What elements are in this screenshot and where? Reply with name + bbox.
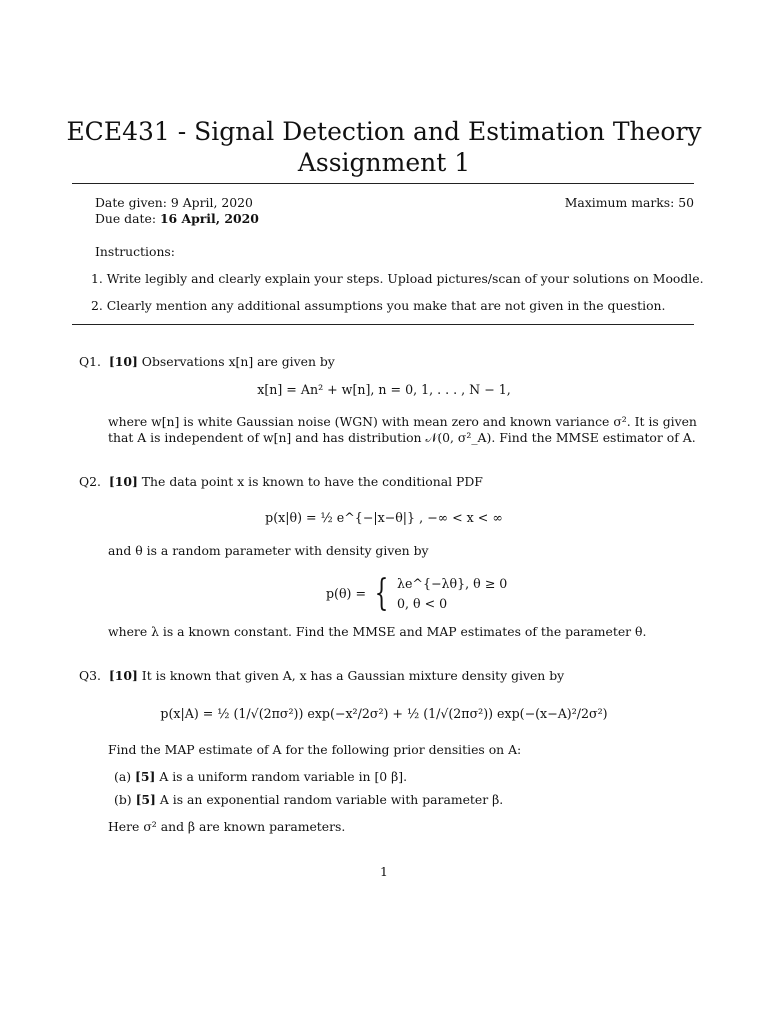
q3-end-text: Here σ² and β are known parameters. xyxy=(108,819,346,834)
q1-text-2: that A is independent of w[n] and has distribution 𝒩(0, σ²_A). Find the MMSE estimator of A. xyxy=(108,430,696,445)
instruction-item: 1. Write legibly and clearly explain your steps. Upload pictures/scan of your solutions on Moodle. xyxy=(91,271,704,286)
q1-intro: Q1. [10] Observations x[n] are given by xyxy=(79,354,335,369)
header-rule-top xyxy=(72,183,694,184)
q1-text-1: where w[n] is white Gaussian noise (WGN) with mean zero and known variance σ². It is given xyxy=(108,414,697,429)
date-given: Date given: 9 April, 2020 xyxy=(95,195,253,210)
title-line-2: Assignment 1 xyxy=(297,148,471,177)
q2-intro: Q2. [10] The data point x is known to have the conditional PDF xyxy=(79,474,483,489)
q2-prior-density: p(θ) = { λe^{−λθ}, θ ≥ 0 0, θ < 0 xyxy=(326,573,508,614)
q2-case-1: λe^{−λθ}, θ ≥ 0 xyxy=(396,576,508,591)
q2-end-text: where λ is a known constant. Find the MMSE and MAP estimates of the parameter θ. xyxy=(108,624,647,639)
page-number: 1 xyxy=(380,864,388,879)
max-marks: Maximum marks: 50 xyxy=(564,195,694,210)
q2-case-2: 0, θ < 0 xyxy=(396,596,448,611)
q1-equation: x[n] = An² + w[n], n = 0, 1, . . . , N − 1, xyxy=(257,382,511,397)
q3-part-a: (a) [5] A is a uniform random variable in [0 β]. xyxy=(114,769,408,784)
q3-text: Find the MAP estimate of A for the following prior densities on A: xyxy=(108,742,522,757)
q2-conditional-pdf: p(x|θ) = ½ e^{−|x−θ|} , −∞ < x < ∞ xyxy=(265,510,503,525)
q3-mixture-equation: p(x|A) = ½ (1/√(2πσ²)) exp(−x²/2σ²) + ½ (1/√(2πσ²)) exp(−(x−A)²/2σ²) xyxy=(160,706,608,721)
instruction-item: 2. Clearly mention any additional assumptions you make that are not given in the question. xyxy=(91,298,666,313)
due-date-value: 16 April, 2020 xyxy=(159,211,259,226)
due-date: Due date: 16 April, 2020 xyxy=(95,211,259,226)
q3-part-b: (b) [5] A is an exponential random variable with parameter β. xyxy=(114,792,504,807)
instructions-label: Instructions: xyxy=(95,244,175,259)
title-line-1: ECE431 - Signal Detection and Estimation Theory xyxy=(66,117,702,146)
q3-intro: Q3. [10] It is known that given A, x has a Gaussian mixture density given by xyxy=(79,668,565,683)
q2-mid-text: and θ is a random parameter with density given by xyxy=(108,543,429,558)
header-rule-bottom xyxy=(72,324,694,325)
